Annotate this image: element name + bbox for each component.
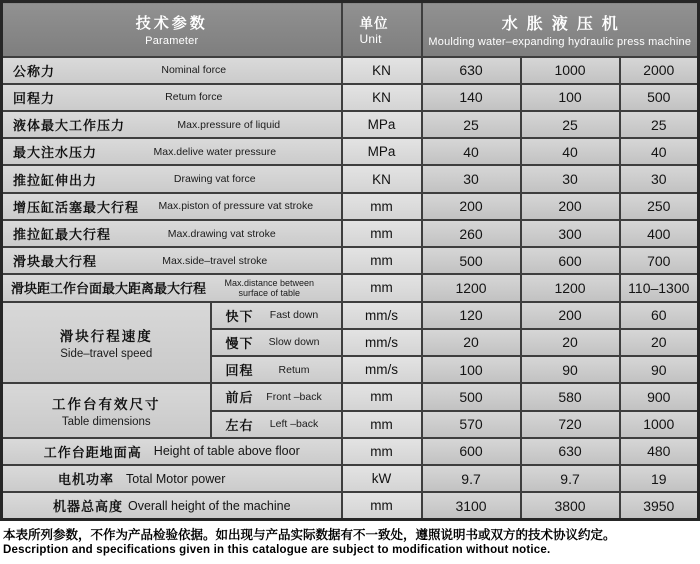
sub-label-en: Front –back xyxy=(266,390,322,403)
param-cell xyxy=(2,247,342,274)
value-cell: 600 xyxy=(422,438,521,465)
param-label-zh: 机器总高度 xyxy=(52,499,123,515)
param-label-zh: 滑块距工作台面最大距离最大行程 xyxy=(11,281,207,297)
param-cell xyxy=(2,84,342,111)
table-row xyxy=(2,465,699,492)
group-label-en: Side–travel speed xyxy=(60,347,153,360)
param-label-zh: 工作台距地面高 xyxy=(43,444,142,460)
param-cell xyxy=(2,274,342,301)
param-label-en: Height of table above floor xyxy=(153,444,300,459)
table-row xyxy=(2,84,699,111)
sub-param-cell xyxy=(211,329,342,356)
param-label-en: Max.drawing vat stroke xyxy=(167,227,276,240)
unit-cell: mm xyxy=(342,438,422,465)
value-cell: 1200 xyxy=(422,274,521,301)
group-cell-speed xyxy=(2,302,211,384)
value-cell: 20 xyxy=(521,329,620,356)
table-row xyxy=(2,438,699,465)
unit-cell: mm/s xyxy=(342,329,422,356)
param-label-zh: 公称力 xyxy=(13,63,56,79)
param-cell xyxy=(2,492,342,519)
param-cell xyxy=(2,111,342,138)
table-row xyxy=(2,247,699,274)
value-cell: 120 xyxy=(422,302,521,329)
param-label-zh: 滑块最大行程 xyxy=(13,254,98,270)
value-cell: 900 xyxy=(620,383,699,410)
group-label-en: Table dimensions xyxy=(61,416,151,429)
group-label-zh: 工作台有效尺寸 xyxy=(52,397,161,413)
unit-cell: mm xyxy=(342,247,422,274)
param-cell xyxy=(2,220,342,247)
header-row xyxy=(2,2,699,57)
sub-label-en: Retum xyxy=(278,363,310,376)
machine-header xyxy=(422,2,699,57)
value-cell: 25 xyxy=(620,111,699,138)
value-cell: 25 xyxy=(422,111,521,138)
value-cell: 400 xyxy=(620,220,699,247)
param-label-en: Max.side–travel stroke xyxy=(162,254,268,267)
unit-cell: mm xyxy=(342,274,422,301)
unit-cell: KN xyxy=(342,57,422,84)
param-label-zh: 回程力 xyxy=(13,90,56,106)
unit-cell: mm xyxy=(342,411,422,438)
value-cell: 200 xyxy=(521,193,620,220)
value-cell: 630 xyxy=(422,57,521,84)
param-label-zh: 电机功率 xyxy=(58,472,115,488)
value-cell: 30 xyxy=(521,165,620,192)
value-cell: 200 xyxy=(422,193,521,220)
value-cell: 3800 xyxy=(521,492,620,519)
param-label-zh: 最大注水压力 xyxy=(13,145,98,161)
value-cell: 600 xyxy=(521,247,620,274)
table-row xyxy=(2,111,699,138)
value-cell: 20 xyxy=(620,329,699,356)
param-cell xyxy=(2,193,342,220)
value-cell: 1000 xyxy=(620,411,699,438)
sub-label-en: Left –back xyxy=(269,418,319,431)
value-cell: 100 xyxy=(521,84,620,111)
value-cell: 500 xyxy=(422,247,521,274)
value-cell: 250 xyxy=(620,193,699,220)
unit-cell: mm/s xyxy=(342,302,422,329)
param-label-en: Max.pressure of liquid xyxy=(177,118,281,131)
sub-label-zh: 回程 xyxy=(225,363,254,379)
sub-label-en: Slow down xyxy=(268,336,320,349)
value-cell: 9.7 xyxy=(422,465,521,492)
param-label-en: Max.distance between surface of table xyxy=(224,277,315,298)
value-cell: 720 xyxy=(521,411,620,438)
unit-cell: mm/s xyxy=(342,356,422,383)
unit-cell: mm xyxy=(342,492,422,519)
value-cell: 2000 xyxy=(620,57,699,84)
unit-header-zh: 单位 xyxy=(359,16,389,32)
table-row xyxy=(2,383,699,410)
sub-param-cell xyxy=(211,302,342,329)
group-label-zh: 滑块行程速度 xyxy=(59,328,153,344)
table-row xyxy=(2,274,699,301)
param-label-en: Max.piston of pressure vat stroke xyxy=(158,200,314,213)
unit-cell: MPa xyxy=(342,138,422,165)
machine-header-en: Moulding water–expanding hydraulic press machine xyxy=(428,35,692,48)
value-cell: 500 xyxy=(422,383,521,410)
param-cell xyxy=(2,165,342,192)
value-cell: 30 xyxy=(620,165,699,192)
unit-header xyxy=(342,2,422,57)
parameter-header-zh: 技术参数 xyxy=(135,14,208,32)
param-cell xyxy=(2,138,342,165)
param-label-en: Total Motor power xyxy=(126,471,226,486)
value-cell: 140 xyxy=(422,84,521,111)
table-row xyxy=(2,165,699,192)
unit-cell: mm xyxy=(342,193,422,220)
value-cell: 40 xyxy=(620,138,699,165)
sub-label-zh: 慢下 xyxy=(225,335,254,351)
value-cell: 25 xyxy=(521,111,620,138)
value-cell: 300 xyxy=(521,220,620,247)
param-label-zh: 增压缸活塞最大行程 xyxy=(13,199,140,215)
value-cell: 260 xyxy=(422,220,521,247)
value-cell: 20 xyxy=(422,329,521,356)
unit-cell: mm xyxy=(342,220,422,247)
sub-label-zh: 左右 xyxy=(225,417,254,433)
unit-header-en: Unit xyxy=(359,32,382,47)
value-cell: 1200 xyxy=(521,274,620,301)
value-cell: 630 xyxy=(521,438,620,465)
value-cell: 19 xyxy=(620,465,699,492)
value-cell: 3950 xyxy=(620,492,699,519)
param-label-en: Max.delive water pressure xyxy=(153,145,277,158)
param-cell xyxy=(2,438,342,465)
parameter-header-en: Parameter xyxy=(145,34,199,47)
unit-cell: mm xyxy=(342,383,422,410)
table-row xyxy=(2,302,699,329)
param-label-zh: 液体最大工作压力 xyxy=(13,118,126,134)
value-cell: 480 xyxy=(620,438,699,465)
param-label-en: Retum force xyxy=(165,91,223,104)
value-cell: 500 xyxy=(620,84,699,111)
unit-cell: KN xyxy=(342,84,422,111)
value-cell: 200 xyxy=(521,302,620,329)
value-cell: 30 xyxy=(422,165,521,192)
table-row xyxy=(2,220,699,247)
param-label-en: Nominal force xyxy=(161,64,227,77)
param-label-en: Drawing vat force xyxy=(173,173,256,186)
param-cell xyxy=(2,57,342,84)
sub-param-cell xyxy=(211,356,342,383)
unit-cell: kW xyxy=(342,465,422,492)
table-row xyxy=(2,193,699,220)
param-cell xyxy=(2,465,342,492)
value-cell: 60 xyxy=(620,302,699,329)
param-label-zh: 推拉缸最大行程 xyxy=(13,227,112,243)
value-cell: 110–1300 xyxy=(620,274,699,301)
group-cell-dimensions xyxy=(2,383,211,437)
footer-note xyxy=(0,521,700,556)
sub-label-zh: 前后 xyxy=(225,390,254,406)
param-label-en: Overall height of the machine xyxy=(127,498,291,513)
table-row xyxy=(2,492,699,519)
table-row xyxy=(2,57,699,84)
parameter-header xyxy=(2,2,342,57)
machine-header-zh: 水胀液压机 xyxy=(501,15,627,33)
value-cell: 9.7 xyxy=(521,465,620,492)
value-cell: 700 xyxy=(620,247,699,274)
unit-cell: MPa xyxy=(342,111,422,138)
sub-label-zh: 快下 xyxy=(225,308,254,324)
value-cell: 90 xyxy=(620,356,699,383)
table-row xyxy=(2,138,699,165)
footer-note-zh: 本表所列参数，不作为产品检验依据。如出现与产品实际数据有不一致处，遵照说明书或双方的技术协议约定。 xyxy=(3,528,616,542)
value-cell: 570 xyxy=(422,411,521,438)
sub-label-en: Fast down xyxy=(269,309,319,322)
value-cell: 100 xyxy=(422,356,521,383)
value-cell: 90 xyxy=(521,356,620,383)
sub-param-cell xyxy=(211,411,342,438)
value-cell: 40 xyxy=(422,138,521,165)
unit-cell: KN xyxy=(342,165,422,192)
value-cell: 1000 xyxy=(521,57,620,84)
value-cell: 40 xyxy=(521,138,620,165)
footer-note-en: Description and specifications given in this catalogue are subject to modification without notice. xyxy=(3,544,551,556)
value-cell: 3100 xyxy=(422,492,521,519)
value-cell: 580 xyxy=(521,383,620,410)
param-label-zh: 推拉缸伸出力 xyxy=(13,172,98,188)
sub-param-cell xyxy=(211,383,342,410)
